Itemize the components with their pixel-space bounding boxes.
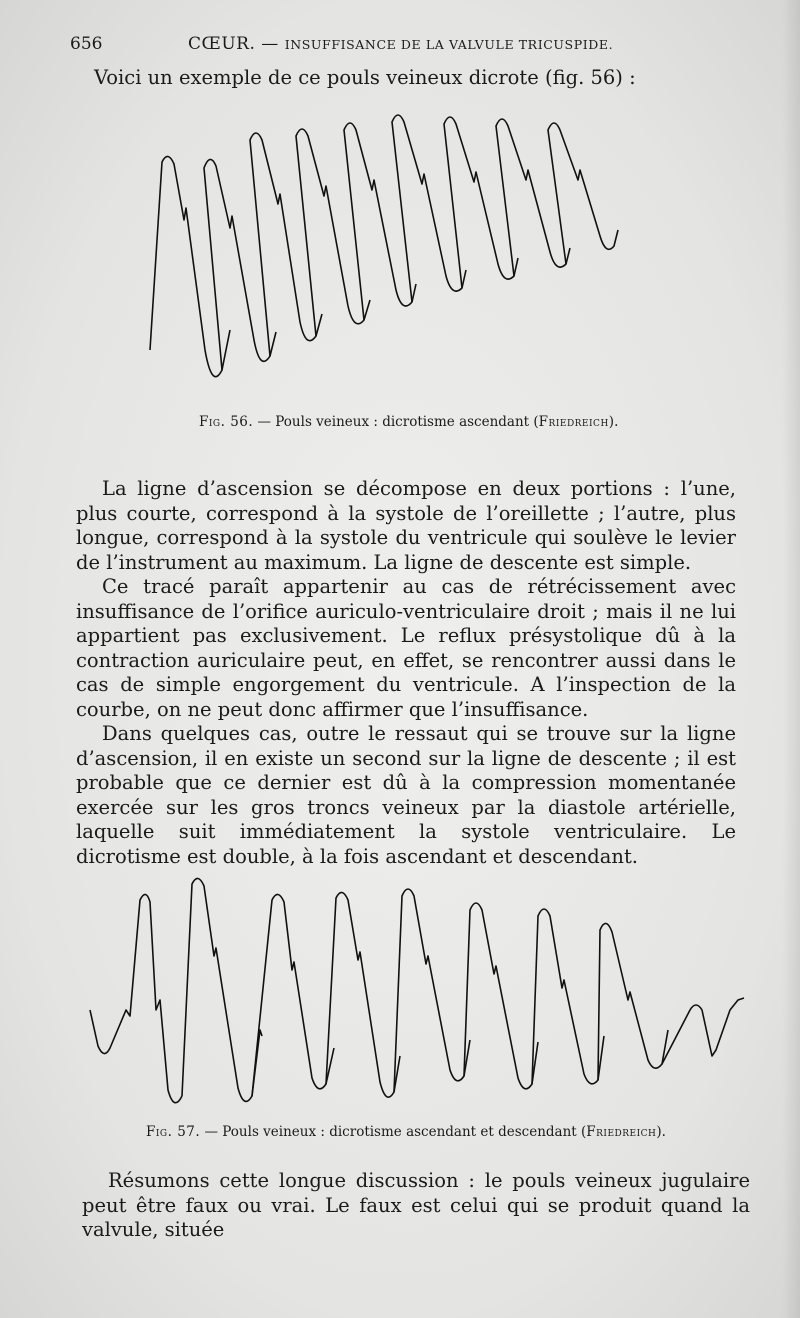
figure-56-tracing — [0, 100, 800, 410]
intro-paragraph: Voici un exemple de ce pouls veineux dicrote (fig. 56) : — [94, 66, 636, 89]
paragraph-dicrotisme: Dans quelques cas, outre le ressaut qui se trouve sur la ligne d’ascension, il en existe un second sur la ligne de descente ; il est probable que ce dernier est dû à la compression momentanée exercée sur les gros troncs veineux par la diastole artérielle, laquelle suit immédiatement la systole ventriculaire. Le dicrotisme est double, à la fois ascendant et descendant. — [76, 722, 736, 868]
paragraph-ascension: La ligne d’ascension se décompose en deux portions : l’une, plus courte, correspond à la systole de l’oreillette ; l’autre, plus longue, correspond à la systole du ventricule qui soulève le levier de l’instrument au maximum. La ligne de descente est simple. — [76, 477, 736, 574]
paragraph-resumons: Résumons cette longue discussion : le pouls veineux jugulaire peut être faux ou vrai. Le faux est celui qui se produit quand la valvule, située — [82, 1169, 750, 1242]
running-title-dash: — — [255, 34, 285, 54]
fig57-author: Friedreich — [586, 1124, 657, 1140]
fig57-close: ). — [656, 1124, 666, 1140]
fig57-text: Pouls veineux : dicrotisme ascendant et descendant ( — [222, 1124, 587, 1140]
figure-57-caption — [146, 1124, 666, 1140]
running-title-main: CŒUR. — [188, 34, 256, 54]
figure-57-tracing — [0, 860, 800, 1120]
fig56-pulse-waves — [150, 115, 618, 377]
fig57-label: Fig. 57. — [146, 1124, 201, 1140]
running-title — [188, 34, 613, 54]
page-number: 656 — [70, 34, 103, 54]
fig56-close: ). — [608, 414, 619, 430]
running-title-sub: INSUFFISANCE DE LA VALVULE TRICUSPIDE. — [284, 37, 614, 52]
fig57-pulse-waves — [90, 878, 744, 1102]
paragraph-retrecissement: Ce tracé paraît appartenir au cas de rétrécissement avec insuffisance de l’orifice auriculo-ventriculaire droit ; mais il ne lui appartient pas exclusivement. Le reflux présystolique dû à la contraction auriculaire peut, en effet, se rencontrer aussi dans le cas de simple engorgement du ventricule. A l’inspection de la courbe, on ne peut donc affirmer que l’insuffisance. — [76, 575, 736, 721]
figure-56-caption — [199, 414, 618, 430]
fig56-label: Fig. 56. — [199, 414, 254, 430]
fig56-author: Friedreich — [538, 414, 609, 430]
running-header — [70, 34, 720, 56]
fig56-text: Pouls veineux : dicrotisme ascendant ( — [275, 414, 539, 430]
fig57-dash: — — [200, 1124, 223, 1140]
fig56-dash: — — [253, 414, 276, 430]
